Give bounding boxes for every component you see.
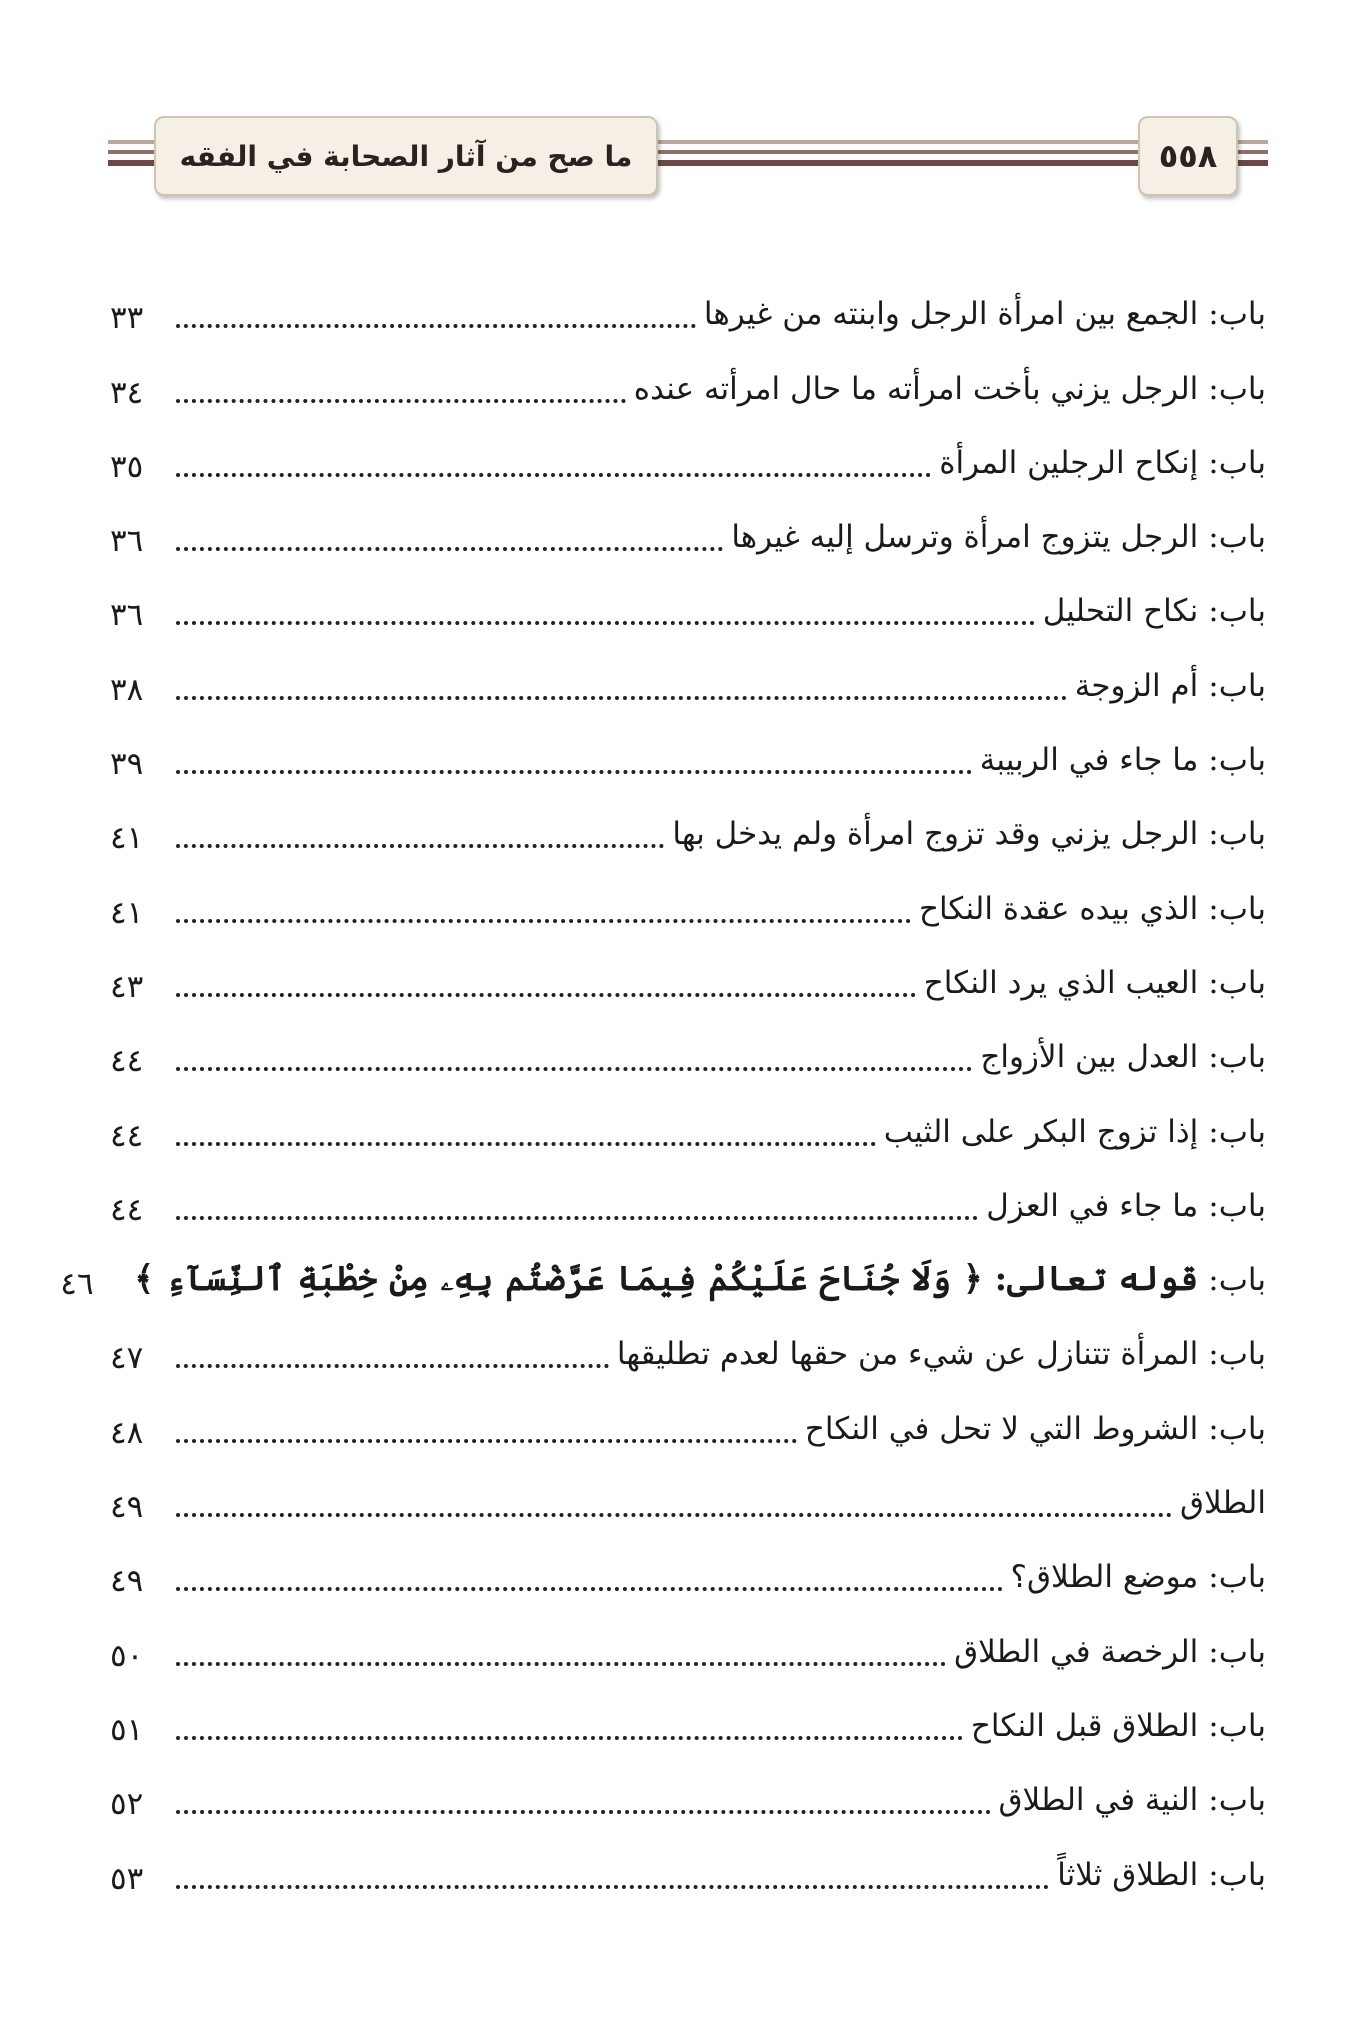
toc-entry-page: ٤١ (110, 894, 144, 931)
toc-entry-prefix: باب: (1208, 816, 1266, 853)
toc-entry (110, 421, 1266, 495)
toc-entry-page: ٤٣ (110, 968, 144, 1005)
toc-entry-page: ٤٧ (110, 1340, 144, 1377)
toc-entry-title: ما جاء في العزل (986, 1187, 1199, 1224)
dot-leader (176, 1736, 963, 1740)
dot-leader (176, 770, 972, 774)
toc-entry-prefix: باب: (1208, 1707, 1266, 1744)
toc-entry-prefix: باب: (1208, 370, 1266, 407)
toc-entry (110, 1015, 1266, 1089)
dot-leader (176, 1142, 876, 1146)
dot-leader (176, 919, 911, 923)
toc-entry (110, 1089, 1266, 1163)
toc-entry (110, 866, 1266, 940)
toc-entry (110, 792, 1266, 866)
toc-entry-text (1057, 1853, 1266, 1907)
dot-leader (176, 473, 931, 477)
toc-entry (110, 495, 1266, 569)
dot-leader (176, 1439, 797, 1443)
header-page-box (1138, 116, 1238, 196)
toc-entry-title: العدل بين الأزواج (980, 1039, 1199, 1076)
toc-entry-title: الرجل يزني بأخت امرأته ما حال امرأته عنده (633, 370, 1199, 407)
toc-entry-title: العيب الذي يرد النكاح (923, 964, 1199, 1001)
toc-entry-text (1043, 589, 1266, 643)
toc-entry-page: ٤٤ (110, 1117, 144, 1154)
toc-entry-prefix: باب: (1208, 1262, 1266, 1299)
toc-entry-prefix: باب: (1208, 1039, 1266, 1076)
toc-entry (110, 1609, 1266, 1683)
toc-entry (110, 1684, 1266, 1758)
toc-entry-text (731, 515, 1266, 569)
toc-entry-page: ٤٨ (110, 1414, 144, 1451)
toc-entry-title: الشروط التي لا تحل في النكاح (804, 1410, 1199, 1447)
dot-leader (176, 324, 696, 328)
toc-entry-page: ٥٣ (110, 1860, 144, 1897)
dot-leader (176, 621, 1035, 625)
toc-entry (110, 346, 1266, 420)
toc-entry-text (971, 1704, 1266, 1758)
toc-entry (110, 1535, 1266, 1609)
toc-entry (110, 1832, 1266, 1906)
toc-entry-title: نكاح التحليل (1042, 593, 1199, 630)
table-of-contents (60, 272, 1266, 1907)
toc-entry-text (954, 1630, 1266, 1684)
toc-entry (110, 569, 1266, 643)
dot-leader (176, 993, 916, 997)
dot-leader (176, 1810, 991, 1814)
toc-entry-prefix: باب: (1208, 667, 1266, 704)
toc-entry-text (980, 1035, 1266, 1089)
toc-entry-text (805, 1407, 1266, 1461)
toc-entry (110, 941, 1266, 1015)
toc-entry-prefix: باب: (1208, 964, 1266, 1001)
toc-entry (110, 272, 1266, 346)
toc-entry-text (1180, 1481, 1266, 1535)
toc-entry (110, 1386, 1266, 1460)
dot-leader (176, 1364, 609, 1368)
toc-entry-text (704, 292, 1266, 346)
toc-entry-page: ٥١ (110, 1711, 144, 1748)
toc-entry-page: ٤٦ (60, 1266, 94, 1303)
toc-entry-title: موضع الطلاق؟ (1010, 1559, 1199, 1596)
dot-leader (176, 547, 723, 551)
toc-entry-prefix: باب: (1208, 890, 1266, 927)
toc-entry-prefix: باب: (1208, 1113, 1266, 1150)
toc-entry (60, 1238, 1266, 1312)
toc-entry-title: قوله تعالى: ﴿ وَلَا جُنَاحَ عَلَيْكُمْ فِيمَا عَرَّضْتُم بِهِۦ مِنْ خِطْبَةِ ٱلنِّسَآءِ ﴾ (134, 1259, 1199, 1300)
toc-entry-title: الجمع بين امرأة الرجل وابنته من غيرها (703, 296, 1199, 333)
toc-entry-prefix: باب: (1208, 1187, 1266, 1224)
toc-entry-prefix: باب: (1208, 519, 1266, 556)
dot-leader (176, 399, 626, 403)
book-title: ما صح من آثار الصحابة في الفقه (179, 139, 633, 173)
toc-entry-title: الطلاق (1179, 1485, 1266, 1522)
toc-entry-page: ٤٤ (110, 1043, 144, 1080)
toc-entry-page: ٤٤ (110, 1191, 144, 1228)
toc-entry (110, 1758, 1266, 1832)
toc-entry-text (999, 1778, 1267, 1832)
dot-leader (176, 1067, 972, 1071)
toc-entry-text (1011, 1555, 1267, 1609)
toc-entry-title: الطلاق ثلاثاً (1057, 1856, 1199, 1893)
toc-entry-page: ٣٣ (110, 300, 144, 337)
toc-entry-text (924, 961, 1266, 1015)
toc-entry (110, 718, 1266, 792)
toc-entry-text (634, 367, 1266, 421)
toc-entry-prefix: باب: (1208, 1336, 1266, 1373)
toc-entry-title: إنكاح الرجلين المرأة (939, 444, 1199, 481)
toc-entry-prefix: باب: (1208, 593, 1266, 630)
toc-entry-title: الرجل يزني وقد تزوج امرأة ولم يدخل بها (672, 816, 1199, 853)
toc-entry-text (980, 738, 1266, 792)
toc-entry-text (134, 1257, 1266, 1312)
toc-entry-text (672, 812, 1266, 866)
dot-leader (176, 1587, 1003, 1591)
toc-entry-text (1075, 664, 1266, 718)
toc-entry-page: ٣٨ (110, 671, 144, 708)
toc-entry-page: ٤١ (110, 820, 144, 857)
toc-entry-text (939, 441, 1266, 495)
toc-entry-prefix: باب: (1208, 444, 1266, 481)
toc-entry-page: ٣٦ (110, 523, 144, 560)
toc-entry-title: النية في الطلاق (998, 1782, 1199, 1819)
toc-entry-text (884, 1110, 1266, 1164)
toc-entry-title: أم الزوجة (1074, 667, 1199, 704)
toc-entry-page: ٤٩ (110, 1489, 144, 1526)
toc-entry-prefix: باب: (1208, 742, 1266, 779)
dot-leader (176, 1662, 946, 1666)
dot-leader (176, 844, 664, 848)
page-number: ٥٥٨ (1158, 137, 1218, 175)
toc-entry-page: ٣٥ (110, 448, 144, 485)
toc-entry-page: ٣٦ (110, 597, 144, 634)
toc-entry-prefix: باب: (1208, 1856, 1266, 1893)
toc-entry-text (986, 1184, 1266, 1238)
toc-entry (110, 1164, 1266, 1238)
toc-entry-title: المرأة تتنازل عن شيء من حقها لعدم تطليقها (616, 1336, 1199, 1373)
toc-entry-page: ٣٩ (110, 746, 144, 783)
running-header (108, 112, 1268, 194)
toc-entry-prefix: باب: (1208, 1410, 1266, 1447)
dot-leader (176, 1885, 1049, 1889)
dot-leader (176, 696, 1067, 700)
dot-leader (176, 1513, 1172, 1517)
toc-entry-title: الذي بيده عقدة النكاح (918, 890, 1199, 927)
toc-entry-page: ٤٩ (110, 1563, 144, 1600)
toc-entry-page: ٥٢ (110, 1786, 144, 1823)
toc-entry-page: ٣٤ (110, 374, 144, 411)
header-title-box (154, 116, 658, 196)
toc-entry (110, 1312, 1266, 1386)
toc-entry-title: ما جاء في الربيبة (979, 742, 1199, 779)
toc-entry (110, 643, 1266, 717)
toc-entry-prefix: باب: (1208, 1782, 1266, 1819)
toc-entry-page: ٥٠ (110, 1637, 144, 1674)
toc-entry-text (617, 1332, 1266, 1386)
toc-entry-prefix: باب: (1208, 1633, 1266, 1670)
toc-entry-text (919, 887, 1266, 941)
toc-entry-prefix: باب: (1208, 1559, 1266, 1596)
toc-entry (110, 1461, 1266, 1535)
toc-entry-title: إذا تزوج البكر على الثيب (883, 1113, 1199, 1150)
toc-entry-title: الرجل يتزوج امرأة وترسل إليه غيرها (731, 519, 1199, 556)
toc-entry-title: الرخصة في الطلاق (954, 1633, 1199, 1670)
toc-entry-title: الطلاق قبل النكاح (970, 1707, 1199, 1744)
toc-entry-prefix: باب: (1208, 296, 1266, 333)
dot-leader (176, 1216, 978, 1220)
